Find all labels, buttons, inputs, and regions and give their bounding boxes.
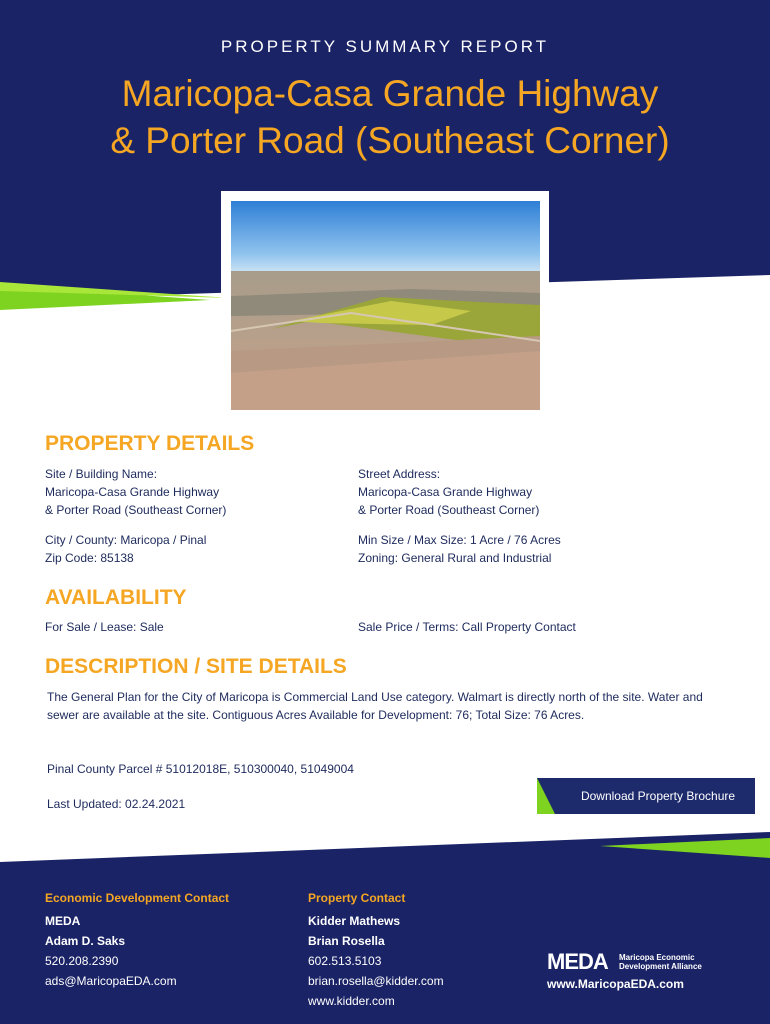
meda-website-link[interactable]: www.MaricopaEDA.com xyxy=(547,977,684,991)
zoning: Zoning: General Rural and Industrial xyxy=(358,551,552,565)
economic-contact-heading: Economic Development Contact xyxy=(45,891,230,905)
property-contact xyxy=(308,891,444,1011)
price-terms: Sale Price / Terms: Call Property Contact xyxy=(358,620,576,634)
meda-logo-subtitle xyxy=(619,953,729,971)
availability-heading: AVAILABILITY xyxy=(45,586,187,609)
city-county: City / County: Maricopa / Pinal xyxy=(45,533,207,547)
meda-logo-subtitle-line-1: Maricopa Economic xyxy=(619,953,695,962)
property-contact-name: Brian Rosella xyxy=(308,934,385,948)
description-text: The General Plan for the City of Maricopa is Commercial Land Use category. Walmart is directly north of the site. Water and sewer are available at the site. Contiguous Acres Available for Development: 76; Total Size: 76 Acres. xyxy=(47,690,703,722)
meda-logo xyxy=(547,949,702,975)
last-updated: Last Updated: 02.24.2021 xyxy=(47,797,186,811)
parcel-numbers: Pinal County Parcel # 51012018E, 510300040, 51049004 xyxy=(47,762,354,776)
economic-contact xyxy=(45,891,229,991)
property-details-heading: PROPERTY DETAILS xyxy=(45,432,255,455)
location-block xyxy=(45,531,206,567)
street-address-block xyxy=(358,465,539,519)
economic-contact-name: Adam D. Saks xyxy=(45,934,126,948)
economic-contact-org: MEDA xyxy=(45,914,81,928)
size-zoning-block xyxy=(358,531,561,567)
min-max-size: Min Size / Max Size: 1 Acre / 76 Acres xyxy=(358,533,561,547)
meda-logo-text: MEDA xyxy=(547,949,608,974)
site-name-line-1: Maricopa-Casa Grande Highway xyxy=(45,485,220,499)
property-aerial-photo xyxy=(231,201,540,410)
property-contact-heading: Property Contact xyxy=(308,891,406,905)
property-contact-phone[interactable]: 602.513.5103 xyxy=(308,954,382,968)
property-contact-org: Kidder Mathews xyxy=(308,914,401,928)
description-heading: DESCRIPTION / SITE DETAILS xyxy=(45,655,347,678)
site-name-label: Site / Building Name: xyxy=(45,467,158,481)
report-label: PROPERTY SUMMARY REPORT xyxy=(220,37,550,56)
site-name-block xyxy=(45,465,226,519)
title-line-2: & Porter Road (Southeast Corner) xyxy=(110,120,670,161)
street-address-line-1: Maricopa-Casa Grande Highway xyxy=(358,485,533,499)
economic-contact-email[interactable]: ads@MaricopaEDA.com xyxy=(45,974,177,988)
site-name-line-2: & Porter Road (Southeast Corner) xyxy=(45,503,227,517)
sale-lease: For Sale / Lease: Sale xyxy=(45,620,164,634)
street-address-line-2: & Porter Road (Southeast Corner) xyxy=(358,503,540,517)
street-address-label: Street Address: xyxy=(358,467,441,481)
button-accent xyxy=(537,778,555,814)
title-line-1: Maricopa-Casa Grande Highway xyxy=(121,73,659,114)
meda-logo-subtitle-line-2: Development Alliance xyxy=(619,962,702,971)
economic-contact-phone[interactable]: 520.208.2390 xyxy=(45,954,119,968)
property-contact-website[interactable]: www.kidder.com xyxy=(308,994,395,1008)
download-brochure-button[interactable] xyxy=(537,778,755,814)
page-title xyxy=(40,70,740,164)
property-contact-email[interactable]: brian.rosella@kidder.com xyxy=(308,974,444,988)
download-brochure-label: Download Property Brochure xyxy=(580,789,736,803)
zip-code: Zip Code: 85138 xyxy=(45,551,134,565)
